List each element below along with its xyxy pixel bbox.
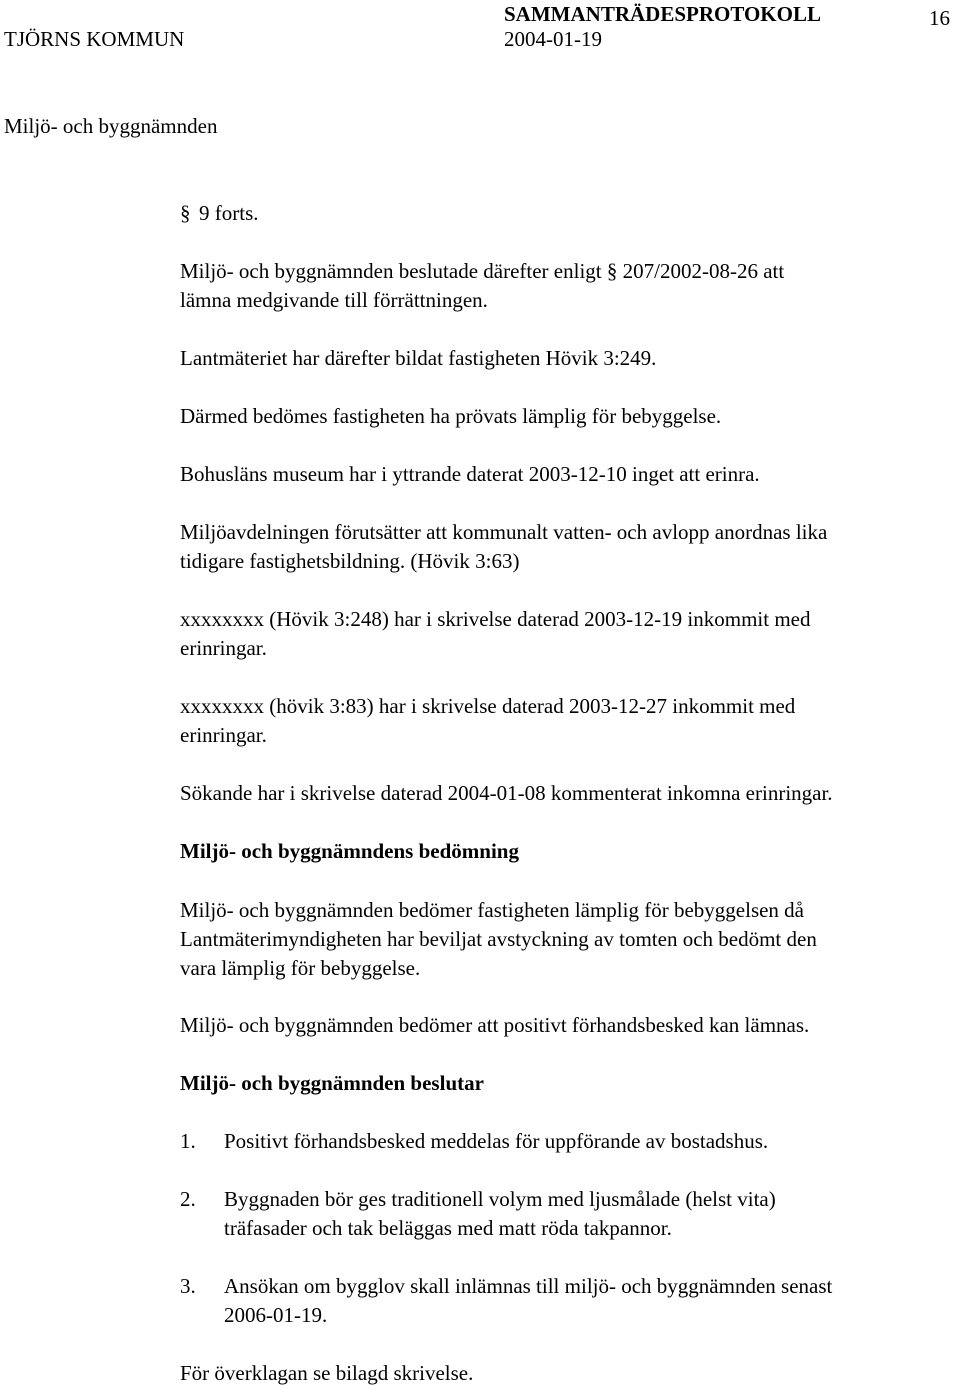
meeting-date: 2004-01-19: [504, 27, 602, 51]
paragraph-text: Miljö- och byggnämnden bedömer att positivt förhandsbesked kan lämnas.: [180, 1013, 810, 1037]
assessment-heading: Miljö- och byggnämndens bedömning: [180, 839, 519, 863]
decision-heading: Miljö- och byggnämnden beslutar: [180, 1071, 484, 1095]
assessment-paragraph: [180, 896, 955, 983]
decision-item-number: 3.: [180, 1274, 196, 1298]
paragraph: [180, 402, 955, 431]
paragraph-text: Sökande har i skrivelse daterad 2004-01-08 kommenterat inkomna erinringar.: [180, 781, 833, 805]
committee-name: Miljö- och byggnämnden: [4, 114, 218, 138]
assessment-paragraph: [180, 1011, 955, 1040]
appeal-note: För överklagan se bilagd skrivelse.: [180, 1361, 474, 1385]
paragraph-text: xxxxxxxx (Hövik 3:248) har i skrivelse daterad 2003-12-19 inkommit med erinringar.: [180, 607, 811, 660]
paragraph-text: Därmed bedömes fastigheten ha prövats lämplig för bebyggelse.: [180, 404, 722, 428]
section-symbol: §: [180, 201, 191, 225]
decision-item-text: Ansökan om bygglov skall inlämnas till miljö- och byggnämnden senast 2006-01-19.: [224, 1274, 833, 1327]
paragraph-text: Miljöavdelningen förutsätter att kommunalt vatten- och avlopp anordnas lika tidigare fastighetsbildning. (Hövik 3:63): [180, 520, 828, 573]
paragraph-text: Miljö- och byggnämnden beslutade därefter enligt § 207/2002-08-26 att lämna medgivande till förrättningen.: [180, 259, 785, 312]
organization-name: TJÖRNS KOMMUN: [4, 27, 185, 51]
paragraph: [180, 692, 955, 750]
section-label: 9 forts.: [199, 201, 259, 225]
paragraph-text: Miljö- och byggnämnden bedömer fastigheten lämplig för bebyggelsen då Lantmäterimyndigheten har beviljat avstyckning av tomten och bedömt den vara lämplig för bebyggelse.: [180, 898, 817, 980]
decision-item-text: Positivt förhandsbesked meddelas för uppförande av bostadshus.: [224, 1129, 769, 1153]
paragraph: [180, 460, 955, 489]
paragraph-text: xxxxxxxx (hövik 3:83) har i skrivelse daterad 2003-12-27 inkommit med erinringar.: [180, 694, 796, 747]
paragraph: [180, 779, 955, 808]
paragraph-text: Lantmäteriet har därefter bildat fastigheten Hövik 3:249.: [180, 346, 657, 370]
document-type-title: SAMMANTRÄDESPROTOKOLL: [504, 2, 821, 26]
paragraph: [180, 605, 955, 663]
paragraph-text: Bohusläns museum har i yttrande daterat 2003-12-10 inget att erinra.: [180, 462, 760, 486]
decision-item-number: 2.: [180, 1187, 196, 1211]
decision-item-number: 1.: [180, 1129, 196, 1153]
paragraph: [180, 518, 955, 576]
paragraph: [180, 344, 955, 373]
paragraph: [180, 257, 955, 315]
page-number: 16: [929, 6, 950, 30]
section-reference: [180, 199, 259, 228]
decision-item-text: Byggnaden bör ges traditionell volym med ljusmålade (helst vita) träfasader och tak beläggas med matt röda takpannor.: [224, 1187, 776, 1240]
